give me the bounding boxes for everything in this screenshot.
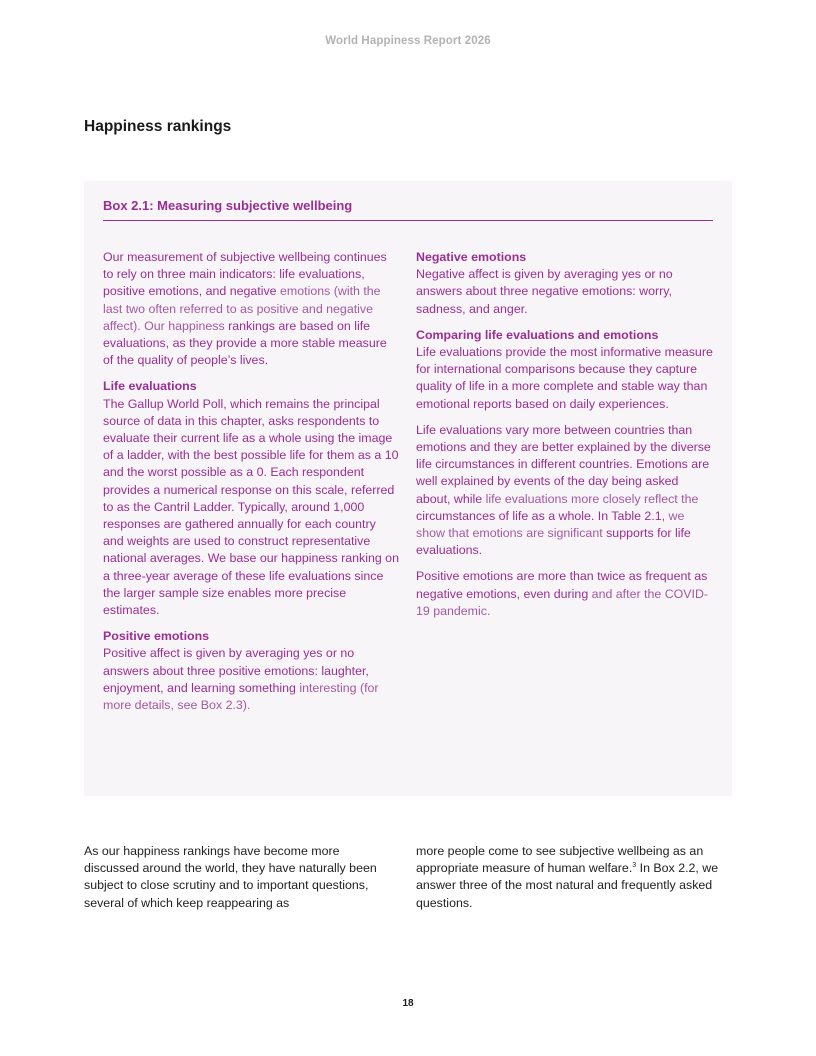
box-left-column [103,249,399,723]
negative-emotions-heading: Negative emotions [416,250,527,264]
intro-paragraph [103,249,399,369]
variation-text-d: we show that emotions are significant [416,508,685,541]
negative-emotions-paragraph [416,249,716,318]
info-box [84,181,732,796]
running-header: World Happiness Report 2026 [325,35,491,47]
life-evaluations-text: The Gallup World Poll, which remains the principal source of data in this chapter, asks respondents to evaluate their current life as a whole using the image of a ladder, with the best possible life for them as a 10 and the worst possible as a 0. Each respondent provides a numerical response on this scale, referred to as the Cantril Ladder. Typically, around 1,000 responses are gathered annually for each country and weights are used to construct representative national averages. We base our happiness ranking on a three-year average of these life evaluations since the larger sample size enables more precise estimates. [103,396,399,618]
frequency-text-b: and after the COVID-19 pandemic. [416,586,709,618]
life-evaluations-paragraph [103,378,399,619]
body-left-text: As our happiness rankings have become more discussed around the world, they have naturally been subject to close scrutiny and to important questions, several of which keep reappearing as [84,844,377,910]
intro-text-a: Our measurement of subjective wellbeing continues to rely on three main indicators: life evaluations, positive emotions, and negative [103,250,387,299]
positive-emotions-text-a: Positive affect is given by averaging yes or no answers about three positive emotions: laughter, enjoyment, and learning something [103,646,369,695]
negative-emotions-text: Negative affect is given by averaging yes or no answers about three negative emotions: worry, sadness, and anger. [416,267,673,316]
variation-text-c: circumstances of life as a whole. In Table 2.1, [416,508,666,523]
variation-paragraph [416,422,716,560]
body-right-text-b: In Box 2.2, we answer three of the most natural and frequently asked questions. [416,861,719,910]
frequency-text-a: Positive emotions are more than twice as frequent as negative emotions, even during [416,569,708,601]
page-number: 18 [402,998,414,1009]
variation-text-a: Life evaluations vary more between countries than emotions and they are better explained by the diverse life circumstances in different countries. Emotions are well explained by events of the day being asked about, while [416,422,711,506]
variation-text-b: life evaluations more closely reflect the [485,491,699,506]
box-title: Box 2.1: Measuring subjective wellbeing [103,198,713,221]
comparing-paragraph [416,327,716,413]
body-right-text-a: more people come to see subjective wellbeing as an appropriate measure of human welfare. [416,844,704,876]
positive-emotions-heading: Positive emotions [103,629,210,644]
variation-text-e: supports for life evaluations. [416,526,691,558]
footnote-reference[interactable]: 3 [632,862,637,870]
frequency-paragraph [416,568,716,620]
comparing-heading: Comparing life evaluations and emotions [416,327,659,342]
life-evaluations-heading: Life evaluations [103,379,197,394]
body-left-column [84,843,389,912]
intro-text-c: rankings are based on life evaluations, as they provide a more stable measure of the quality of people’s lives. [103,318,387,368]
comparing-text: Life evaluations provide the most informative measure for international comparisons because they capture quality of life in a more complete and stable way than emotional reports based on daily experiences. [416,345,713,411]
box-right-column [416,249,716,629]
body-right-column [416,843,732,912]
positive-emotions-paragraph [103,628,399,714]
section-title: Happiness rankings [84,118,232,135]
intro-text-b: emotions (with the last two often referred to as positive and negative affect). Our happiness [103,284,381,333]
positive-emotions-text-b: interesting (for more details, see Box 2.3). [103,680,379,713]
